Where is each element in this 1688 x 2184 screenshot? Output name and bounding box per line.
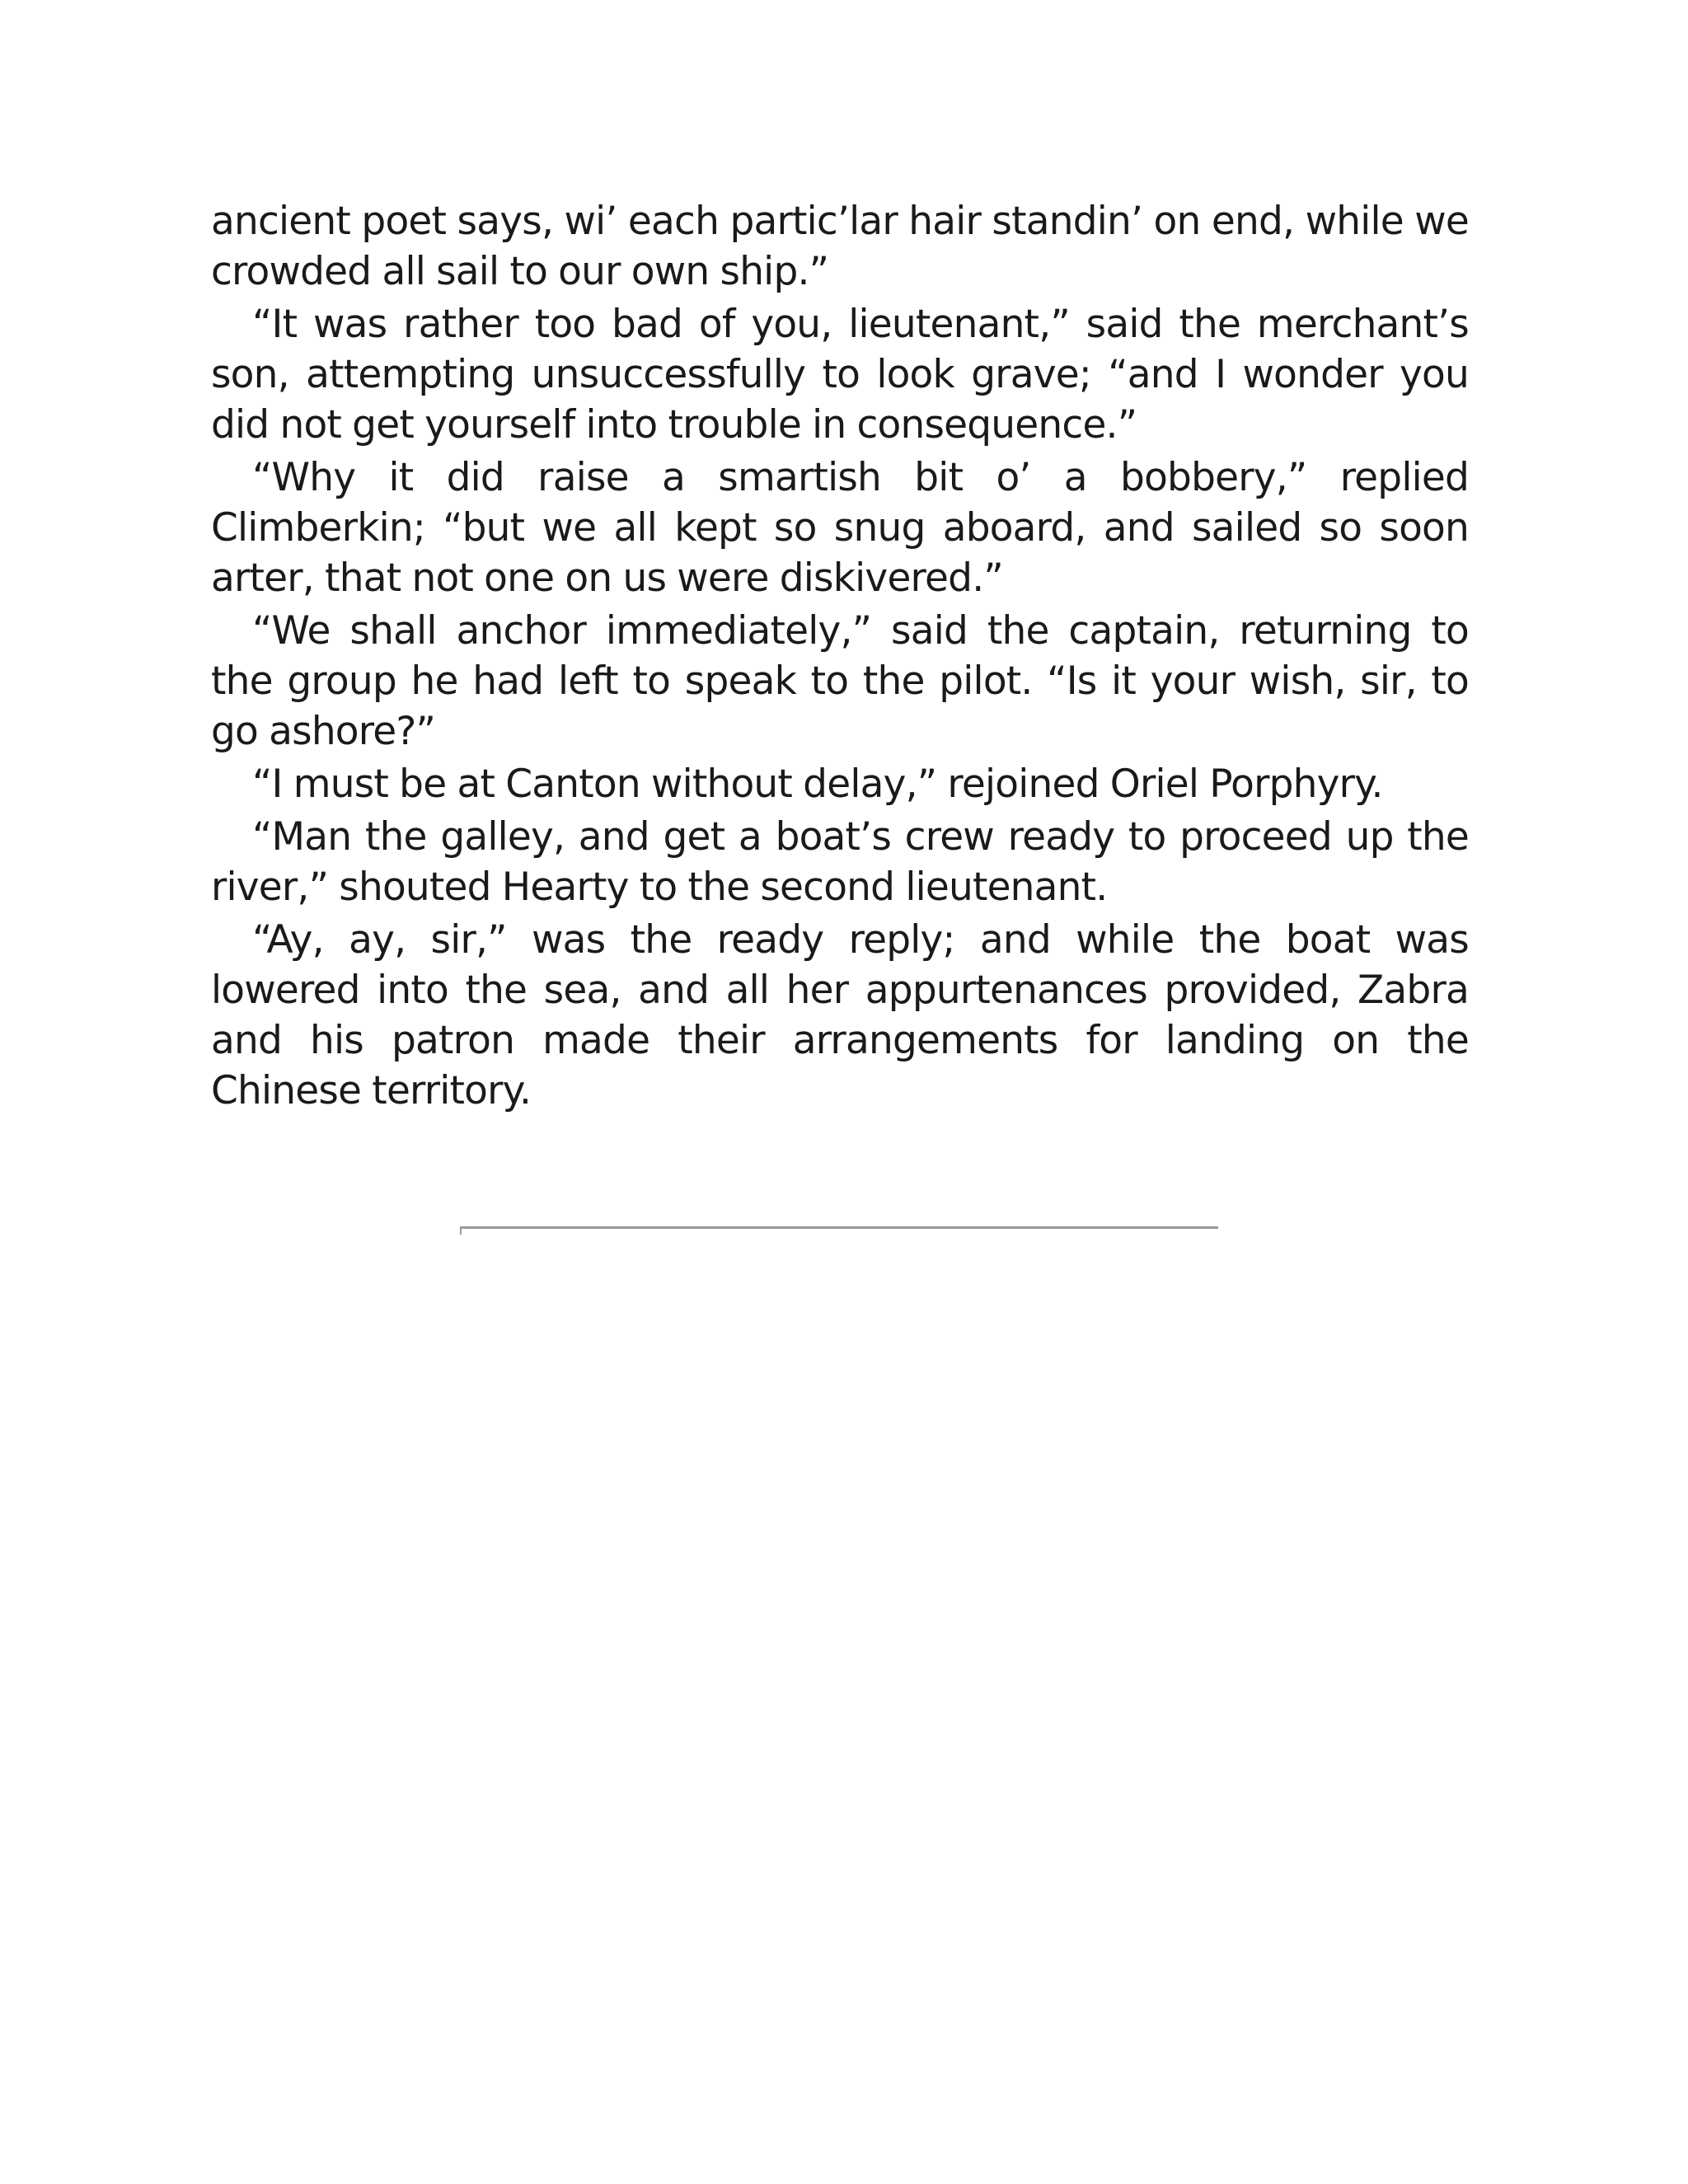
section-divider [460, 1226, 1218, 1229]
paragraph: “Ay, ay, sir,” was the ready reply; and while the boat was lowered into the sea, and all her appurtenances provided, Zabra and his patron made their arrangements for landing on the Chinese territory. [211, 917, 1469, 1113]
paragraph-continuation: ancient poet says, wi’ each partic’lar hair standin’ on end, while we crowded all sail to our own ship.” [211, 199, 1469, 294]
body-text [211, 196, 1469, 1118]
paragraph: “We shall anchor immediately,” said the captain, returning to the group he had left to speak to the pilot. “Is it your wish, sir, to go ashore?” [211, 608, 1469, 754]
paragraph: “Man the galley, and get a boat’s crew ready to proceed up the river,” shouted Hearty to the second lieutenant. [211, 814, 1469, 910]
paragraph: “It was rather too bad of you, lieutenant,” said the merchant’s son, attempting unsuccessfully to look grave; “and I wonder you did not get yourself into trouble in consequence.” [211, 302, 1469, 448]
paragraph: “I must be at Canton without delay,” rejoined Oriel Porphyry. [252, 762, 1383, 807]
paragraph: “Why it did raise a smartish bit o’ a bobbery,” replied Climberkin; “but we all kept so snug aboard, and sailed so soon arter, that not one on us were diskivered.” [211, 455, 1469, 601]
